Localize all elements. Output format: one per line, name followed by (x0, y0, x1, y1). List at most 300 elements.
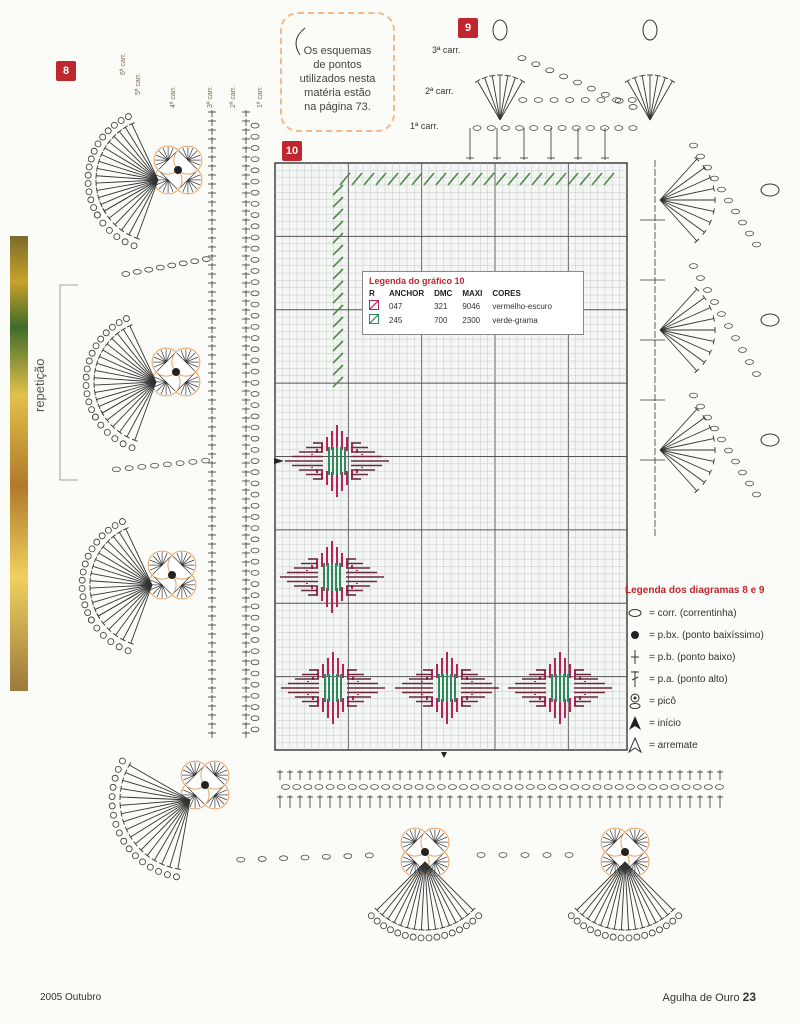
picot-mark (116, 644, 122, 650)
fan-stitch (117, 531, 122, 534)
callout-line: matéria estão (304, 87, 371, 99)
picot-mark (173, 874, 179, 880)
chain-mark (629, 126, 637, 131)
picot-mark (164, 872, 170, 878)
chain-mark (504, 785, 512, 790)
picot-mark (587, 927, 593, 933)
chain-mark (718, 437, 726, 442)
chain-mark (202, 257, 210, 262)
fan-stitch (485, 78, 500, 120)
fan-stitch (91, 571, 92, 577)
chain-mark (690, 143, 698, 148)
fan-stitch (119, 532, 152, 585)
picot-mark (80, 594, 86, 600)
chain-mark (543, 853, 551, 858)
legend-diagrams-8-9 (625, 585, 795, 756)
chain-mark (251, 727, 259, 732)
picot-mark (418, 935, 424, 941)
picot-mark (94, 539, 100, 545)
picot-mark (85, 172, 91, 178)
picot-mark (84, 391, 90, 397)
picot-mark (574, 918, 580, 924)
fan-stitch (713, 436, 714, 442)
picot-mark (676, 913, 682, 919)
chain-mark (251, 526, 259, 531)
chain-mark (530, 126, 538, 131)
picot-mark (374, 918, 380, 924)
legend-89-label: = início (649, 717, 681, 729)
picot-mark (109, 803, 115, 809)
chain-mark (704, 288, 712, 293)
picot-mark (402, 932, 408, 938)
fan-stitch (101, 347, 104, 352)
chain-mark (251, 403, 259, 408)
chain-mark (739, 220, 747, 225)
fan-stitch (377, 862, 425, 910)
chain-mark (251, 503, 259, 508)
chain-mark (493, 785, 501, 790)
picot-mark (100, 220, 106, 226)
picot-mark (84, 366, 90, 372)
diagram-8-row-label: 5ª carr. (135, 72, 142, 95)
footer-magazine (663, 990, 756, 1004)
picot-mark (442, 932, 448, 938)
fan-stitch (660, 308, 710, 330)
chain-mark (251, 436, 259, 441)
picot-mark (581, 923, 587, 929)
picot-mark (761, 314, 779, 326)
chain-mark (251, 201, 259, 206)
picot-mark (595, 930, 601, 936)
picot-mark (381, 923, 387, 929)
picot-mark (86, 358, 92, 364)
chain-mark (732, 459, 740, 464)
chain-mark (587, 86, 595, 91)
legend-10-header: DMC (434, 289, 453, 298)
chain-mark (365, 853, 373, 858)
chain-mark (251, 682, 259, 687)
chain-mark (280, 856, 288, 861)
diagram-9-row-label: 1ª carr. (410, 121, 439, 131)
picot-mark (131, 243, 137, 249)
chain-mark (532, 62, 540, 67)
picot-mark (147, 864, 153, 870)
chain-mark (251, 570, 259, 575)
picot-mark (761, 184, 779, 196)
fan-stitch (713, 316, 714, 322)
chain-mark (251, 638, 259, 643)
chain-mark (163, 462, 171, 467)
picot-mark (761, 434, 779, 446)
legend-10-dmc: 700 (434, 315, 448, 325)
page-number: 23 (742, 990, 756, 1004)
picot-mark (86, 399, 92, 405)
legend-chart-10 (362, 271, 584, 335)
fan-stitch (103, 208, 106, 213)
fan-stitch (105, 418, 109, 423)
double-crochet-icon (625, 670, 645, 688)
fan-stitch (505, 75, 511, 76)
fan-stitch (152, 859, 157, 862)
picot-mark (125, 648, 131, 654)
chain-mark (251, 269, 259, 274)
picot-mark (434, 934, 440, 940)
chain-mark (168, 263, 176, 268)
green-swatch-icon (369, 314, 379, 324)
fan-stitch (611, 929, 617, 930)
legend-89-label: = arremate (649, 739, 698, 751)
chain-mark (499, 853, 507, 858)
chain-mark (337, 785, 345, 790)
picot-mark (111, 122, 117, 128)
fan-stitch (121, 328, 126, 331)
fan-stitch (660, 428, 710, 450)
footer-date: 2005 Outubro (40, 992, 102, 1003)
fan-stitch (670, 80, 675, 83)
chain-mark (725, 448, 733, 453)
chain-mark (697, 154, 705, 159)
picot-mark (89, 407, 95, 413)
chain-mark (251, 425, 259, 430)
chain-mark (613, 98, 621, 103)
diagram-9-row-label: 2ª carr. (425, 86, 454, 96)
chain-mark (697, 276, 705, 281)
legend-10-color-name: verde-grama (492, 315, 538, 325)
fan-stitch (145, 854, 150, 858)
chain-mark (145, 267, 153, 272)
fan-stitch (119, 228, 124, 232)
chain-mark (518, 56, 526, 61)
diagram-9-row-label: 3ª carr. (432, 45, 461, 55)
diagram-8-badge: 8 (56, 61, 76, 81)
fan-stitch (650, 78, 665, 120)
fan-stitch (703, 230, 707, 235)
fan-stitch (125, 127, 158, 180)
legend-89-item (625, 668, 795, 690)
chain-mark (746, 481, 754, 486)
picot-mark (140, 859, 146, 865)
fan-stitch (625, 80, 630, 83)
chain-mark (473, 126, 481, 131)
chain-mark (251, 213, 259, 218)
picot-mark (449, 930, 455, 936)
callout-line: utilizados nesta (299, 73, 376, 85)
repeat-label: repetição (32, 358, 47, 412)
fan-stitch (121, 811, 122, 817)
picot-mark (95, 141, 101, 147)
chain-mark (537, 785, 545, 790)
fan-stitch (126, 233, 131, 236)
chain-mark (437, 785, 445, 790)
chain-mark (571, 785, 579, 790)
chain-mark (112, 467, 120, 472)
fan-stitch (101, 410, 104, 415)
picot-mark (112, 436, 118, 442)
chain-mark (690, 393, 698, 398)
picot-mark (132, 853, 138, 859)
chain-mark (251, 705, 259, 710)
chain-mark (344, 854, 352, 859)
picot-mark (89, 350, 95, 356)
fan-stitch (660, 450, 697, 491)
picot-mark (85, 180, 91, 186)
picot-mark (99, 533, 105, 539)
fan-stitch (120, 638, 125, 641)
chain-mark (660, 785, 668, 790)
picot-mark (79, 585, 85, 591)
fan-stitch (713, 186, 714, 192)
single-crochet-icon (625, 648, 645, 666)
fan-stitch (123, 329, 156, 382)
chain-mark (251, 447, 259, 452)
flower-motif (201, 781, 209, 789)
chain-mark (415, 785, 423, 790)
chain-mark (251, 380, 259, 385)
picot-mark (126, 846, 132, 852)
chain-mark (176, 461, 184, 466)
chain-mark (711, 300, 719, 305)
fan-stitch (101, 545, 105, 550)
fan-stitch (633, 929, 639, 930)
chain-mark (582, 785, 590, 790)
picot-mark (602, 932, 608, 938)
chain-mark (125, 466, 133, 471)
chain-mark (251, 660, 259, 665)
picot-mark (113, 821, 119, 827)
legend-89-label: = p.a. (ponto alto) (649, 673, 728, 685)
chain-mark (546, 68, 554, 73)
chain-mark (560, 785, 568, 790)
legend-89-label: = corr. (correntinha) (649, 607, 737, 619)
chain-mark (251, 157, 259, 162)
fan-stitch (120, 786, 121, 792)
fan-stitch (489, 75, 495, 76)
picot-mark (85, 553, 91, 559)
fan-stitch (162, 800, 190, 864)
diagram-8-row-label: 3ª carr. (207, 85, 214, 108)
chain-mark (515, 785, 523, 790)
fan-stitch (115, 332, 120, 336)
chain-mark (725, 198, 733, 203)
picot-mark (114, 234, 120, 240)
picot-mark (88, 156, 94, 162)
fan-stitch (635, 78, 650, 120)
chain-mark (601, 92, 609, 97)
fan-stitch (460, 917, 465, 920)
picot-mark (120, 441, 126, 447)
chain-mark (191, 259, 199, 264)
picot-mark (88, 617, 94, 623)
chain-mark (615, 126, 623, 131)
legend-10-dmc: 321 (434, 301, 448, 311)
picot-mark (112, 775, 118, 781)
chain-mark (371, 785, 379, 790)
fan-stitch (713, 459, 714, 465)
chain-mark (501, 126, 509, 131)
chain-mark (304, 785, 312, 790)
chain-mark (604, 785, 612, 790)
fan-stitch (520, 80, 525, 83)
picot-mark (119, 758, 125, 764)
legend-10-anchor: 047 (389, 301, 403, 311)
chain-mark (718, 312, 726, 317)
chain-mark (638, 785, 646, 790)
fan-stitch (111, 535, 116, 539)
picot-mark (118, 117, 124, 123)
flower-motif (421, 848, 429, 856)
picot-mark (86, 189, 92, 195)
fan-stitch (660, 917, 665, 920)
chain-mark (393, 785, 401, 790)
picot-mark (93, 343, 99, 349)
fan-stitch (660, 289, 697, 330)
chain-mark (426, 785, 434, 790)
callout-line: Os esquemas (303, 45, 372, 57)
fan-stitch (123, 126, 128, 129)
chain-mark (251, 302, 259, 307)
chain-mark (682, 785, 690, 790)
chain-mark (251, 537, 259, 542)
chain-mark (251, 604, 259, 609)
chain-mark (322, 854, 330, 859)
fan-stitch (124, 435, 129, 438)
chain-mark (574, 80, 582, 85)
legend-10-header: ANCHOR (389, 289, 425, 298)
fan-stitch (175, 868, 181, 869)
chain-mark (251, 481, 259, 486)
chain-mark (382, 785, 390, 790)
chain-mark (251, 459, 259, 464)
legend-10-maxi: 2300 (462, 315, 481, 325)
chain-mark (251, 123, 259, 128)
fan-stitch (713, 339, 714, 345)
picot-mark (476, 913, 482, 919)
picot-mark (618, 935, 624, 941)
picot-mark (108, 639, 114, 645)
picot-mark (94, 625, 100, 631)
picot-mark (457, 927, 463, 933)
legend-89-label: = p.bx. (ponto baixíssimo) (649, 629, 764, 641)
fan-stitch (475, 80, 480, 83)
picot-mark (105, 527, 111, 533)
slip-stitch-icon (625, 626, 645, 644)
chain-mark (251, 347, 259, 352)
chain-mark (133, 269, 141, 274)
fan-stitch (113, 633, 118, 637)
chain-mark (460, 785, 468, 790)
picot-mark (116, 830, 122, 836)
chain-mark (549, 785, 557, 790)
chain-mark (715, 785, 723, 790)
fan-stitch (105, 342, 109, 347)
picot-mark (649, 930, 655, 936)
chain-mark (122, 272, 130, 277)
legend-10-header: MAXI (462, 289, 483, 298)
diagram-9-badge: 9 (458, 18, 478, 38)
picot-mark (115, 766, 121, 772)
diagram-8-row-label: 4ª carr. (170, 85, 177, 108)
fan-stitch (703, 360, 707, 365)
fan-stitch (95, 368, 96, 374)
legend-89-label: = p.b. (ponto baixo) (649, 651, 736, 663)
legend-89-item (625, 602, 795, 624)
picot-mark (156, 868, 162, 874)
picot-mark (395, 930, 401, 936)
chain-mark (586, 126, 594, 131)
fan-stitch (660, 178, 710, 200)
chain-mark (732, 209, 740, 214)
chain-mark (448, 785, 456, 790)
chain-mark (558, 126, 566, 131)
chain-mark (251, 615, 259, 620)
picot-mark (122, 239, 128, 245)
chain-mark (690, 264, 698, 269)
flower-motif (172, 368, 180, 376)
fan-stitch (585, 917, 590, 920)
picot-mark (89, 546, 95, 552)
legend-10-header: R (369, 289, 375, 298)
chain-mark (251, 392, 259, 397)
legend-10-row (369, 299, 562, 313)
chain-mark (156, 265, 164, 270)
legend-89-item (625, 712, 795, 734)
picot-mark (643, 20, 657, 40)
legend-89-title: Legenda dos diagramas 8 e 9 (625, 585, 765, 596)
fan-stitch (126, 773, 190, 800)
chain-mark (739, 348, 747, 353)
red-swatch-icon (369, 300, 379, 310)
legend-10-header-row (369, 288, 562, 299)
picot-mark (100, 632, 106, 638)
legend-89-item (625, 690, 795, 712)
picot-mark (86, 164, 92, 170)
fan-stitch (703, 295, 707, 300)
picot-mark (83, 374, 89, 380)
chain-mark (251, 414, 259, 419)
callout-line: de pontos (313, 59, 362, 71)
picot-mark (106, 227, 112, 233)
fan-stitch (655, 75, 661, 76)
fan-stitch (90, 592, 91, 598)
fan-stitch (500, 78, 515, 120)
picot-mark (109, 794, 115, 800)
legend-10-table (369, 288, 562, 327)
chain-mark (487, 126, 495, 131)
picot-mark (123, 316, 129, 322)
start-arrow-icon (441, 752, 447, 758)
fan-stitch (433, 929, 439, 930)
chain-mark (251, 369, 259, 374)
picot-mark (91, 148, 97, 154)
fan-stitch (577, 862, 625, 910)
picot-mark (83, 382, 89, 388)
chain-mark (697, 404, 705, 409)
picot-mark (110, 784, 116, 790)
chain-mark (251, 716, 259, 721)
diagram-8-row-label: 2ª carr. (230, 85, 237, 108)
chain-mark (293, 785, 301, 790)
chain-mark (251, 280, 259, 285)
chain-mark (179, 261, 187, 266)
fan-stitch (96, 187, 97, 193)
fan-stitch (660, 200, 710, 222)
fan-stitch (128, 762, 131, 767)
chain-mark (628, 98, 636, 103)
picot-mark (463, 923, 469, 929)
picot-mark (104, 429, 110, 435)
picot-mark (80, 569, 86, 575)
flower-motif (621, 848, 629, 856)
